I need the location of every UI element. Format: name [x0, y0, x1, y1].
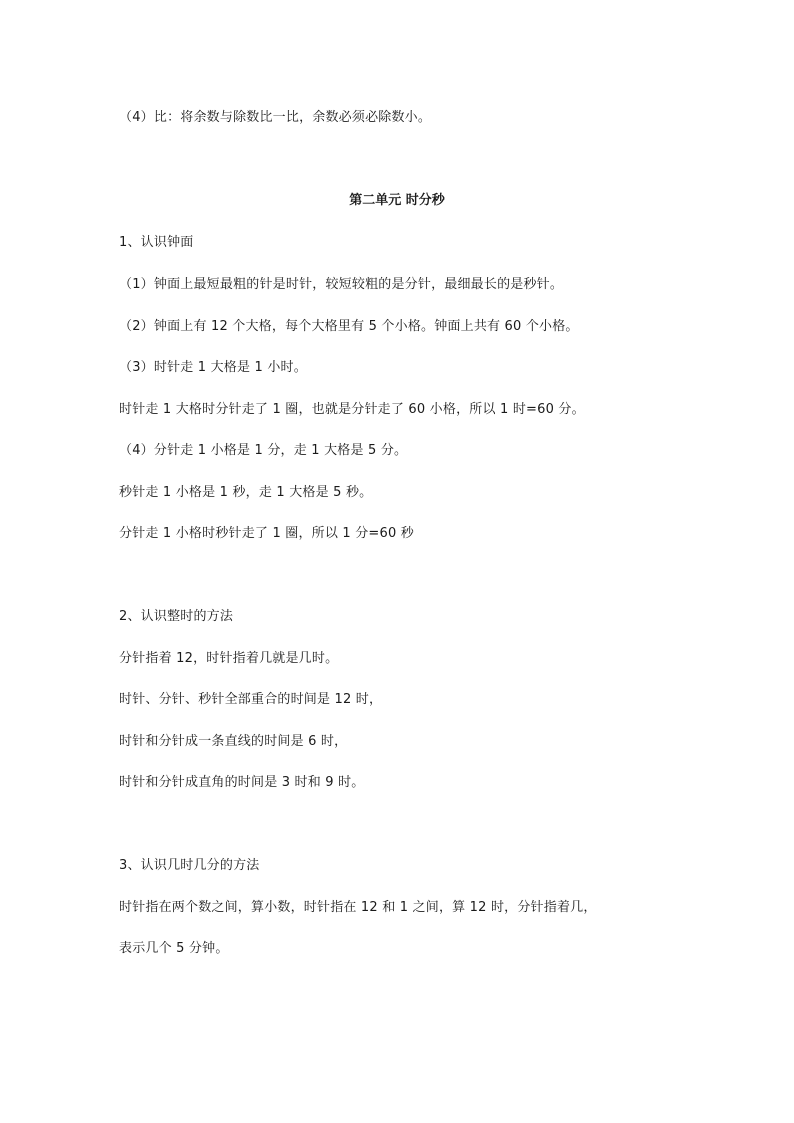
- section-1-line-4: 时针走 1 大格时分针走了 1 圈，也就是分针走了 60 小格，所以 1 时=60 分。: [119, 402, 585, 417]
- section-1-line-2: （2）钟面上有 12 个大格，每个大格里有 5 个小格。钟面上共有 60 个小格。: [119, 319, 579, 334]
- section-1-line-3: （3）时针走 1 大格是 1 小时。: [119, 360, 307, 375]
- section-3-heading: 3、认识几时几分的方法: [119, 858, 260, 873]
- division-rule-item-4: （4）比：将余数与除数比一比，余数必须必除数小。: [119, 110, 432, 125]
- section-2-line-3: 时针和分针成一条直线的时间是 6 时，: [119, 734, 348, 749]
- section-1-line-6: 秒针走 1 小格是 1 秒，走 1 大格是 5 秒。: [119, 485, 373, 500]
- unit-title: 第二单元 时分秒: [349, 193, 445, 208]
- section-2-line-4: 时针和分针成直角的时间是 3 时和 9 时。: [119, 775, 365, 790]
- section-3-line-1: 时针指在两个数之间，算小数，时针指在 12 和 1 之间，算 12 时，分针指着几，: [119, 900, 597, 915]
- section-1-line-1: （1）钟面上最短最粗的针是时针，较短较粗的是分针，最细最长的是秒针。: [119, 277, 564, 292]
- section-1-line-5: （4）分针走 1 小格是 1 分，走 1 大格是 5 分。: [119, 443, 408, 458]
- section-1-line-7: 分针走 1 小格时秒针走了 1 圈，所以 1 分=60 秒: [119, 526, 414, 541]
- section-3-line-2: 表示几个 5 分钟。: [119, 941, 229, 956]
- section-2-line-2: 时针、分针、秒针全部重合的时间是 12 时，: [119, 692, 383, 707]
- section-1-heading: 1、认识钟面: [119, 235, 194, 250]
- section-2-heading: 2、认识整时的方法: [119, 609, 234, 624]
- section-2-line-1: 分针指着 12，时针指着几就是几时。: [119, 651, 339, 666]
